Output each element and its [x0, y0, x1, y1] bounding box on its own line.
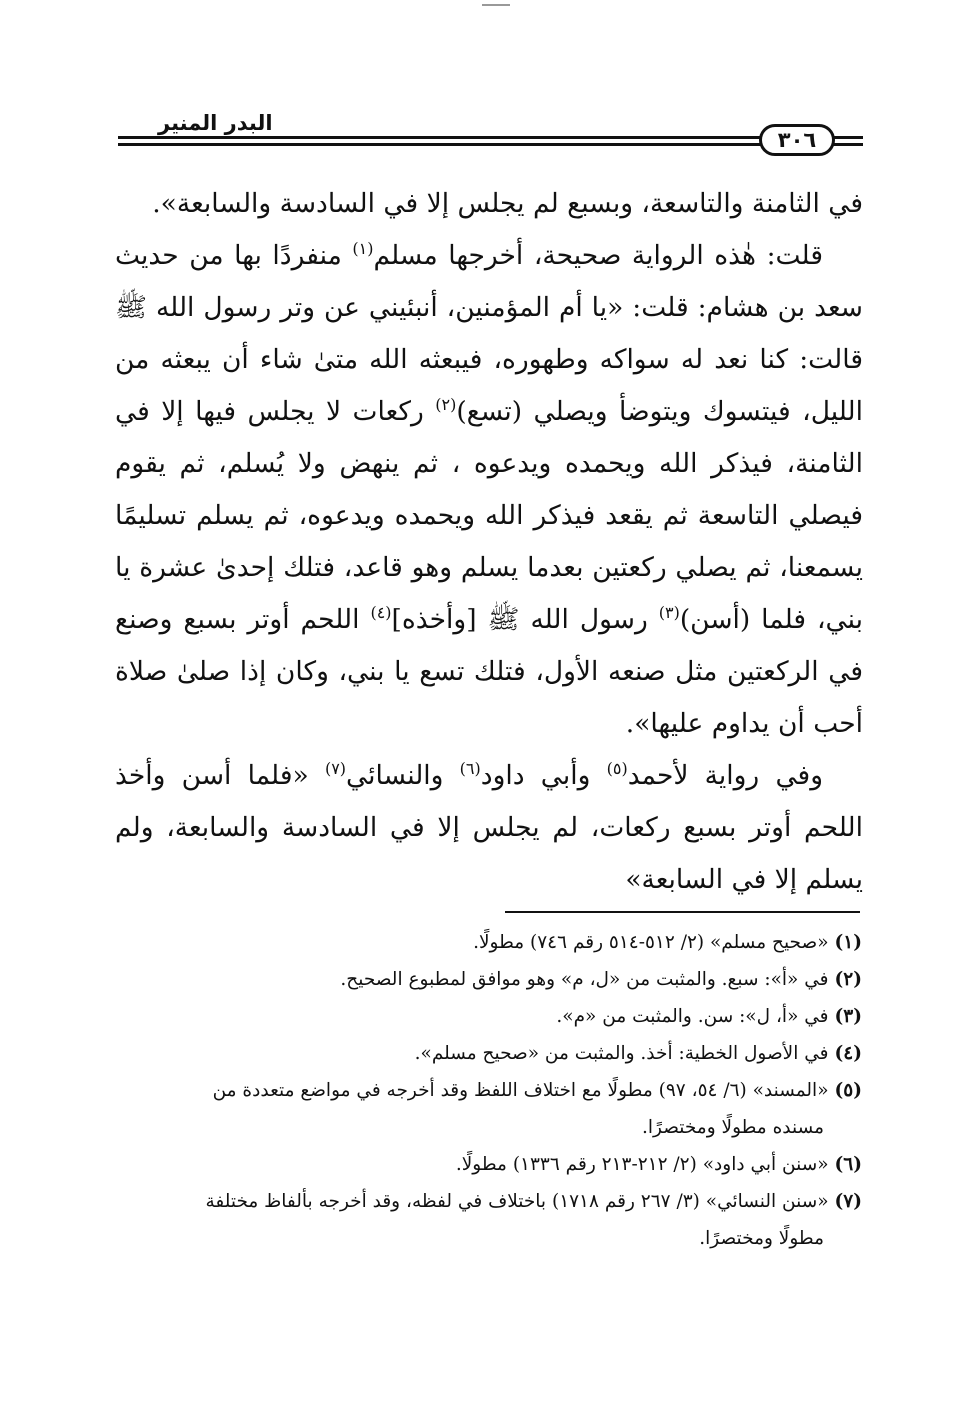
footnote-number: (٦) [834, 1154, 862, 1175]
paragraph-2-text-d: رسول الله ﷺ [وأخذه] [391, 604, 659, 635]
top-scan-mark [482, 4, 510, 6]
footnote-text: «سنن أبي داود» (٢/ ٢١٢-٢١٣ رقم ١٣٣٦) مطولًا. [455, 1154, 829, 1175]
paragraph-3-text-a: وفي رواية لأحمد [627, 760, 823, 791]
footnote-text: «صحيح مسلم» (٢/ ٥١٢-٥١٤ رقم ٧٤٦) مطولًا. [473, 932, 829, 953]
footnote-number: (٢) [834, 969, 862, 990]
paragraph-3-text-b: وأبي داود [480, 760, 607, 791]
paragraph-3 [115, 750, 863, 906]
footnote-number: (٧) [834, 1191, 862, 1212]
footnote-5 [112, 1072, 862, 1146]
footnote-text: في «أ، ل»: سن. والمثبت من «م». [556, 1006, 829, 1027]
paragraph-2-text-a: قلت: هٰذه الرواية صحيحة، أخرجها مسلم [373, 240, 823, 271]
footnote-ref-5: (٥) [606, 759, 628, 779]
footnote-2 [112, 961, 862, 998]
footnote-separator [505, 911, 860, 913]
footnotes-list [112, 924, 862, 1257]
paragraph-1 [115, 178, 863, 230]
footnote-text: في «أ»: سبع. والمثبت من «ل، م» وهو موافق لمطبوع الصحيح. [340, 969, 829, 990]
page-header [118, 112, 863, 158]
footnote-7 [112, 1183, 862, 1257]
paragraph-3-text-d: «فلما أسن وأخذ اللحم أوتر بسبع ركعات، لم يجلس إلا في السادسة والسابعة، ولم يسلم إلا في السابعة» [115, 760, 863, 895]
header-rule [118, 136, 863, 139]
footnote-1 [112, 924, 862, 961]
paragraph-2 [115, 230, 863, 750]
paragraph-2-text-e: اللحم أوتر بسبع وصنع في الركعتين مثل صنعه الأول، فتلك تسع يا بني، وكان إذا صلىٰ صلاة أحب أن يداوم عليها». [115, 604, 863, 739]
footnote-number: (٣) [834, 1006, 862, 1027]
footnote-6 [112, 1146, 862, 1183]
footnote-continuation: مسنده مطولًا ومختصرًا. [642, 1117, 824, 1138]
header-rule-double [118, 143, 863, 146]
footnote-number: (٥) [834, 1080, 862, 1101]
running-title: البدر المنير [148, 110, 283, 136]
main-text [115, 178, 863, 906]
footnote-continuation: مطولًا ومختصرًا. [699, 1228, 824, 1249]
footnote-text: في الأصول الخطية: أخذ. والمثبت من «صحيح مسلم». [414, 1043, 829, 1064]
footnote-number: (١) [834, 932, 862, 953]
footnote-ref-6: (٦) [459, 759, 481, 779]
page-number: ٣٠٦ [759, 124, 835, 156]
footnote-text: «المسند» (٦/ ٥٤، ٩٧) مطولًا مع اختلاف اللفظ وقد أخرجه في مواضع متعددة من [212, 1080, 829, 1101]
footnote-text: «سنن النسائي» (٣/ ٢٦٧ رقم ١٧١٨) باختلاف في لفظه، وقد أخرجه بألفاظ مختلفة [205, 1191, 829, 1212]
footnote-ref-3: (٣) [658, 603, 680, 623]
paragraph-2-text-b: منفردًا بها من حديث سعد بن هشام: قلت: «يا أم المؤمنين، أنبئيني عن وتر رسول الله ﷺ قالت: كنا نعد له سواكه وطهوره، فيبعثه الله متىٰ شاء أن يبعثه من الليل، فيتسوك ويتوضأ ويصلي (تسع) [115, 240, 863, 427]
paragraph-1-text: في الثامنة والتاسعة، وبسبع لم يجلس إلا في السادسة والسابعة». [152, 188, 863, 219]
footnote-number: (٤) [834, 1043, 862, 1064]
footnote-ref-7: (٧) [324, 759, 347, 779]
footnote-3 [112, 998, 862, 1035]
footnote-4 [112, 1035, 862, 1072]
footnote-ref-1: (١) [352, 239, 374, 259]
footnote-ref-4: (٤) [370, 603, 392, 623]
paragraph-2-text-c: ركعات لا يجلس فيها إلا في الثامنة، فيذكر الله ويحمده ويدعوه ، ثم ينهض ولا يُسلم، ثم يقوم فيصلي التاسعة ثم يقعد فيذكر الله ويحمده ويدعوه، ثم يسلم تسليمًا يسمعنا، ثم يصلي ركعتين بعدما يسلم وهو قاعد، فتلك إحدىٰ عشرة يا بني، فلما (أسن) [115, 396, 863, 635]
paragraph-3-text-c: والنسائي [346, 760, 460, 791]
footnote-ref-2: (٢) [435, 395, 457, 415]
